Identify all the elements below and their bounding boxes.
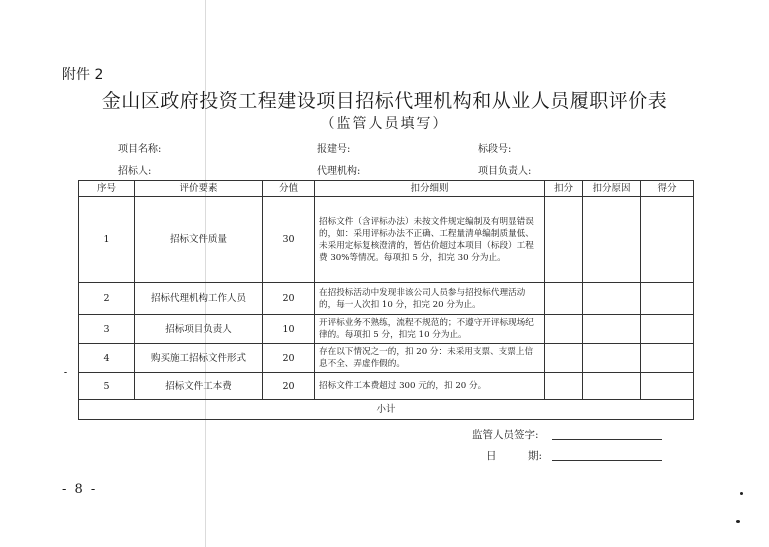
row-element: 招标项目负责人 bbox=[135, 315, 263, 344]
row-detail: 招标文件工本费超过 300 元的，扣 20 分。 bbox=[315, 373, 545, 400]
row-no: 1 bbox=[79, 197, 135, 283]
row-result-cell bbox=[641, 283, 694, 315]
scan-speck bbox=[64, 372, 67, 373]
row-detail: 在招投标活动中发现非该公司人员参与招投标代理活动的，每一人次扣 10 分，扣完 20 分为止。 bbox=[315, 283, 545, 315]
row-element: 招标文件工本费 bbox=[135, 373, 263, 400]
row-score: 20 bbox=[263, 283, 315, 315]
row-reason-cell bbox=[583, 315, 641, 344]
row-reason-cell bbox=[583, 283, 641, 315]
row-result-cell bbox=[641, 315, 694, 344]
field-project-name: 项目名称: bbox=[118, 144, 162, 155]
field-tenderer: 招标人: bbox=[118, 166, 152, 177]
document-subtitle: （监管人员填写） bbox=[320, 116, 449, 132]
table-row bbox=[79, 283, 694, 315]
row-result-cell bbox=[641, 373, 694, 400]
subtotal-row bbox=[79, 400, 694, 420]
date-line bbox=[552, 460, 662, 461]
row-reason-cell bbox=[583, 197, 641, 283]
date-label: 日 期: bbox=[486, 450, 543, 462]
row-detail: 存在以下情况之一的，扣 20 分：未采用支票、支票上信息不全、弄虚作假的。 bbox=[315, 344, 545, 373]
row-deduct-cell bbox=[545, 197, 583, 283]
row-result-cell bbox=[641, 344, 694, 373]
field-bid-section-no: 标段号: bbox=[478, 144, 512, 155]
row-no: 2 bbox=[79, 283, 135, 315]
page-number: - 8 - bbox=[62, 482, 98, 497]
document-title: 金山区政府投资工程建设项目招标代理机构和从业人员履职评价表 bbox=[101, 90, 668, 112]
row-score: 30 bbox=[263, 197, 315, 283]
table-row bbox=[79, 373, 694, 400]
header-reason: 扣分原因 bbox=[583, 181, 641, 197]
row-element: 招标文件质量 bbox=[135, 197, 263, 283]
evaluation-table bbox=[78, 180, 694, 420]
row-reason-cell bbox=[583, 344, 641, 373]
row-deduct-cell bbox=[545, 315, 583, 344]
row-deduct-cell bbox=[545, 373, 583, 400]
row-element: 招标代理机构工作人员 bbox=[135, 283, 263, 315]
row-reason-cell bbox=[583, 373, 641, 400]
row-element: 购买施工招标文件形式 bbox=[135, 344, 263, 373]
table-row bbox=[79, 197, 694, 283]
row-score: 20 bbox=[263, 344, 315, 373]
scan-speck bbox=[740, 492, 743, 495]
row-detail: 招标文件（含评标办法）未按文件规定编制及有明显错误的，如：采用评标办法不正确、工程量清单编制质量低、未采用定标复核澄清的，暂估价超过本项目（标段）工程费 30%等情况。每项扣 5 分，扣完 30 分为止。 bbox=[315, 197, 545, 283]
signer-label: 监管人员签字: bbox=[472, 429, 539, 441]
row-deduct-cell bbox=[545, 344, 583, 373]
table-header-row bbox=[79, 181, 694, 197]
table-row bbox=[79, 344, 694, 373]
header-result: 得分 bbox=[641, 181, 694, 197]
header-deduct: 扣分 bbox=[545, 181, 583, 197]
row-no: 3 bbox=[79, 315, 135, 344]
field-filing-no: 报建号: bbox=[317, 144, 351, 155]
row-no: 5 bbox=[79, 373, 135, 400]
header-score: 分值 bbox=[263, 181, 315, 197]
row-deduct-cell bbox=[545, 283, 583, 315]
row-result-cell bbox=[641, 197, 694, 283]
signer-line bbox=[552, 439, 662, 440]
header-no: 序号 bbox=[79, 181, 135, 197]
table-row bbox=[79, 315, 694, 344]
row-score: 20 bbox=[263, 373, 315, 400]
scan-speck bbox=[736, 520, 740, 523]
header-element: 评价要素 bbox=[135, 181, 263, 197]
field-agency: 代理机构: bbox=[317, 166, 361, 177]
field-project-leader: 项目负责人: bbox=[478, 166, 532, 177]
row-score: 10 bbox=[263, 315, 315, 344]
header-detail: 扣分细则 bbox=[315, 181, 545, 197]
row-detail: 开评标业务不熟练，流程不规范的；不遵守开评标现场纪律的。每项扣 5 分，扣完 10 分为止。 bbox=[315, 315, 545, 344]
subtotal-label: 小计 bbox=[79, 400, 694, 420]
row-no: 4 bbox=[79, 344, 135, 373]
attachment-label: 附件 2 bbox=[62, 67, 104, 83]
